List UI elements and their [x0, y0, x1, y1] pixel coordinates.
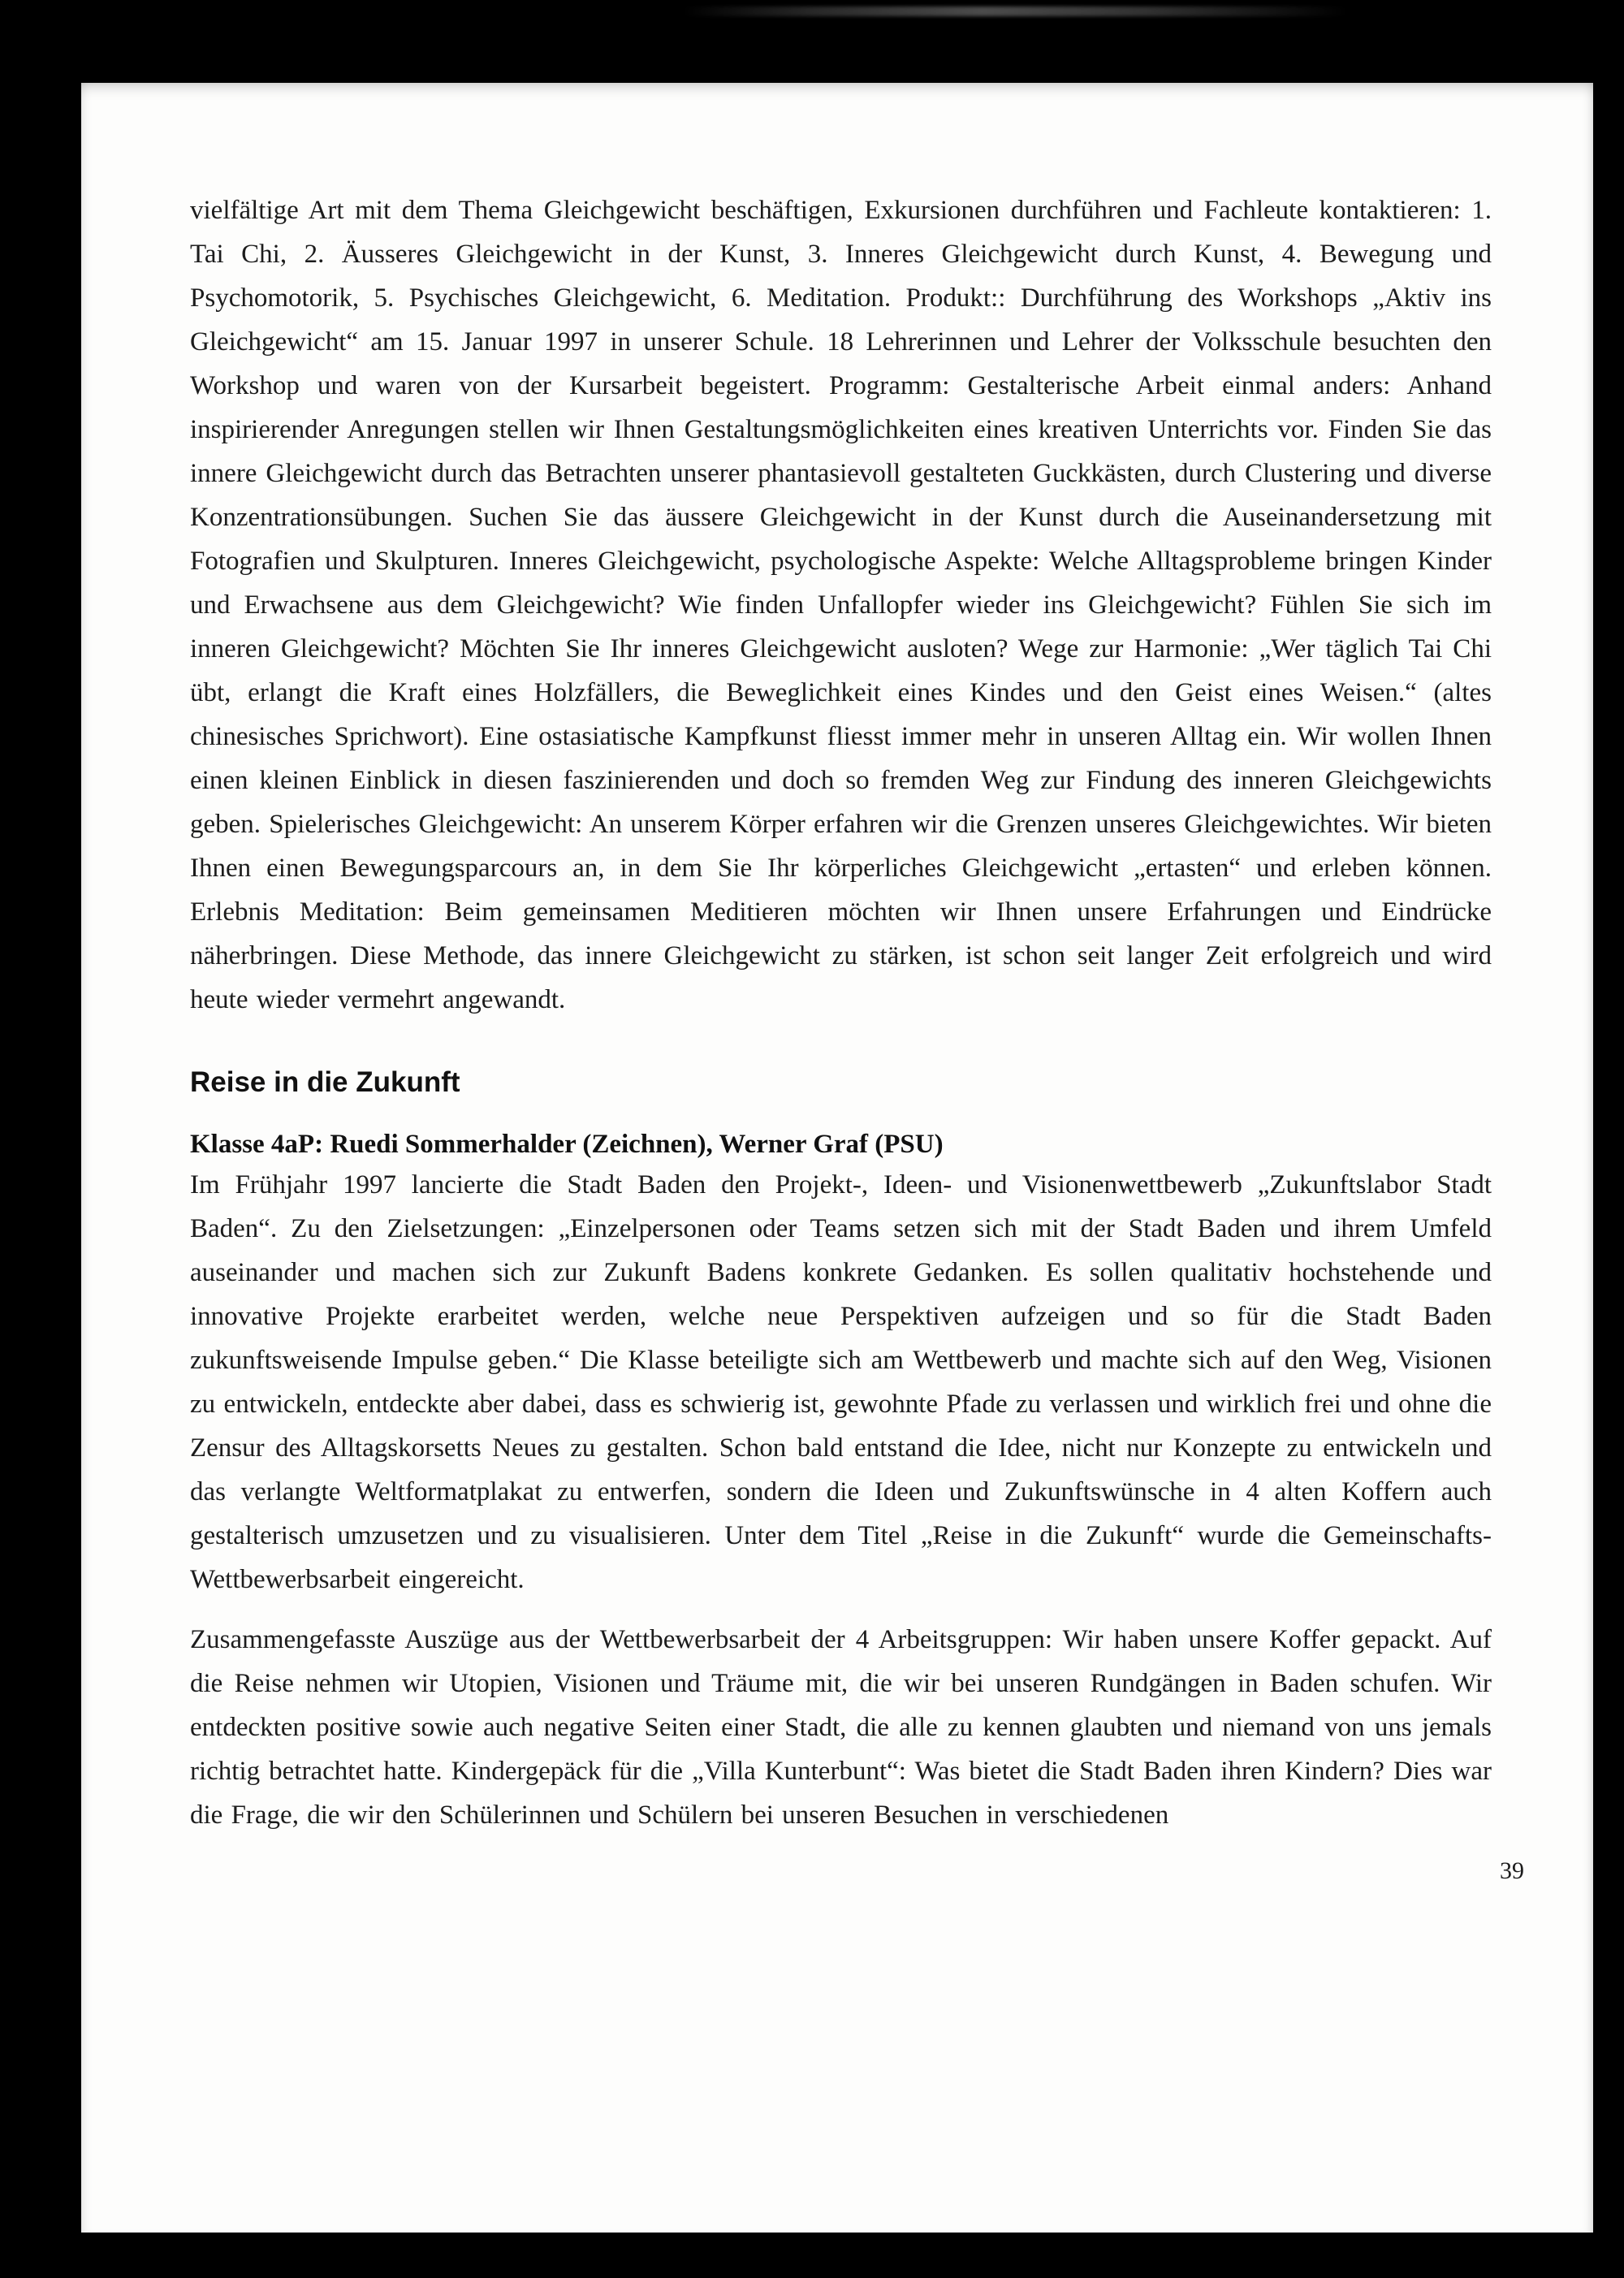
- paragraph-gleichgewicht-workshop: vielfältige Art mit dem Thema Gleichgewicht beschäftigen, Exkursionen durchführen und Fachleute kontaktieren: 1. Tai Chi, 2. Äusseres Gleichgewicht in der Kunst, 3. Inneres Gleichgewicht durch Kunst, 4. Bewegung und Psychomotorik, 5. Psychisches Gleichgewicht, 6. Meditation. Produkt:: Durchführung des Workshops „Aktiv ins Gleichgewicht“ am 15. Januar 1997 in unserer Schule. 18 Lehrerinnen und Lehrer der Volksschule besuchten den Workshop und waren von der Kursarbeit begeistert. Programm: Gestalterische Arbeit einmal anders: Anhand inspirierender Anregungen stellen wir Ihnen Gestaltungsmöglichkeiten eines kreativen Unterrichts vor. Finden Sie das innere Gleichgewicht durch das Betrachten unserer phantasievoll gestalteten Guckkästen, durch Clustering und diverse Konzentrationsübungen. Suchen Sie das äussere Gleichgewicht in der Kunst durch die Auseinandersetzung mit Fotografien und Skulpturen. Inneres Gleichgewicht, psychologische Aspekte: Welche Alltagsprobleme bringen Kinder und Erwachsene aus dem Gleichgewicht? Wie finden Unfallopfer wieder ins Gleichgewicht? Fühlen Sie sich im inneren Gleichgewicht? Möchten Sie Ihr inneres Gleichgewicht ausloten? Wege zur Harmonie: „Wer täglich Tai Chi übt, erlangt die Kraft eines Holzfällers, die Beweglichkeit eines Kindes und den Geist eines Weisen.“ (altes chinesisches Sprichwort). Eine ostasiatische Kampfkunst fliesst immer mehr in unseren Alltag ein. Wir wollen Ihnen einen kleinen Einblick in diesen faszinierenden und doch so fremden Weg zur Findung des inneren Gleichgewichts geben. Spielerisches Gleichgewicht: An unserem Körper erfahren wir die Grenzen unseres Gleichgewichtes. Wir bieten Ihnen einen Bewegungsparcours an, in dem Sie Ihr körperliches Gleichgewicht „ertasten“ und erleben können. Erlebnis Meditation: Beim gemeinsamen Meditieren möchten wir Ihnen unsere Erfahrungen und Eindrücke näherbringen. Diese Methode, das innere Gleichgewicht zu stärken, ist schon seit langer Zeit erfolgreich und wird heute wieder vermehrt angewandt.: [190, 196, 1492, 1014]
- paragraph-zukunftslabor-wettbewerb: Im Frühjahr 1997 lancierte die Stadt Baden den Projekt-, Ideen- und Visionenwettbewerb „Zukunftslabor Stadt Baden“. Zu den Zielsetzungen: „Einzelpersonen oder Teams setzen sich mit der Stadt Baden und ihrem Umfeld auseinander und machen sich zur Zukunft Badens konkrete Gedanken. Es sollen qualitativ hochstehende und innovative Projekte erarbeitet werden, welche neue Perspektiven aufzeigen und so für die Stadt Baden zukunftsweisende Impulse geben.“ Die Klasse beteiligte sich am Wettbewerb und machte sich auf den Weg, Visionen zu entwickeln, entdeckte aber dabei, dass es schwierig ist, gewohnte Pfade zu verlassen und wirklich frei und ohne die Zensur des Alltagskorsetts Neues zu gestalten. Schon bald entstand die Idee, nicht nur Konzepte zu entwickeln und das verlangte Weltformatplakat zu entwerfen, sondern die Ideen und Zukunftswünsche in 4 alten Koffern auch gestalterisch umzusetzen und zu visualisieren. Unter dem Titel „Reise in die Zukunft“ wurde die Gemeinschafts-Wettbewerbsarbeit eingereicht.: [190, 1170, 1492, 1594]
- document-page: [81, 83, 1593, 2233]
- page-number: 39: [1500, 1857, 1524, 1884]
- class-subheading: Klasse 4aP: Ruedi Sommerhalder (Zeichnen), Werner Graf (PSU): [190, 1130, 944, 1159]
- text-column: [81, 83, 1593, 1886]
- section-heading-reise-in-die-zukunft: Reise in die Zukunft: [190, 1066, 460, 1098]
- scan-streak-artifact: [682, 6, 1348, 16]
- paragraph-wettbewerbsarbeit-auszuege: Zusammengefasste Auszüge aus der Wettbewerbsarbeit der 4 Arbeitsgruppen: Wir haben unsere Koffer gepackt. Auf die Reise nehmen wir Utopien, Visionen und Träume mit, die wir bei unseren Rundgängen in Baden schufen. Wir entdeckten positive sowie auch negative Seiten einer Stadt, die alle zu kennen glaubten und niemand von uns jemals richtig betrachtet hatte. Kindergepäck für die „Villa Kunterbunt“: Was bietet die Stadt Baden ihren Kindern? Dies war die Frage, die wir den Schülerinnen und Schülern bei unseren Besuchen in verschiedenen: [190, 1625, 1492, 1830]
